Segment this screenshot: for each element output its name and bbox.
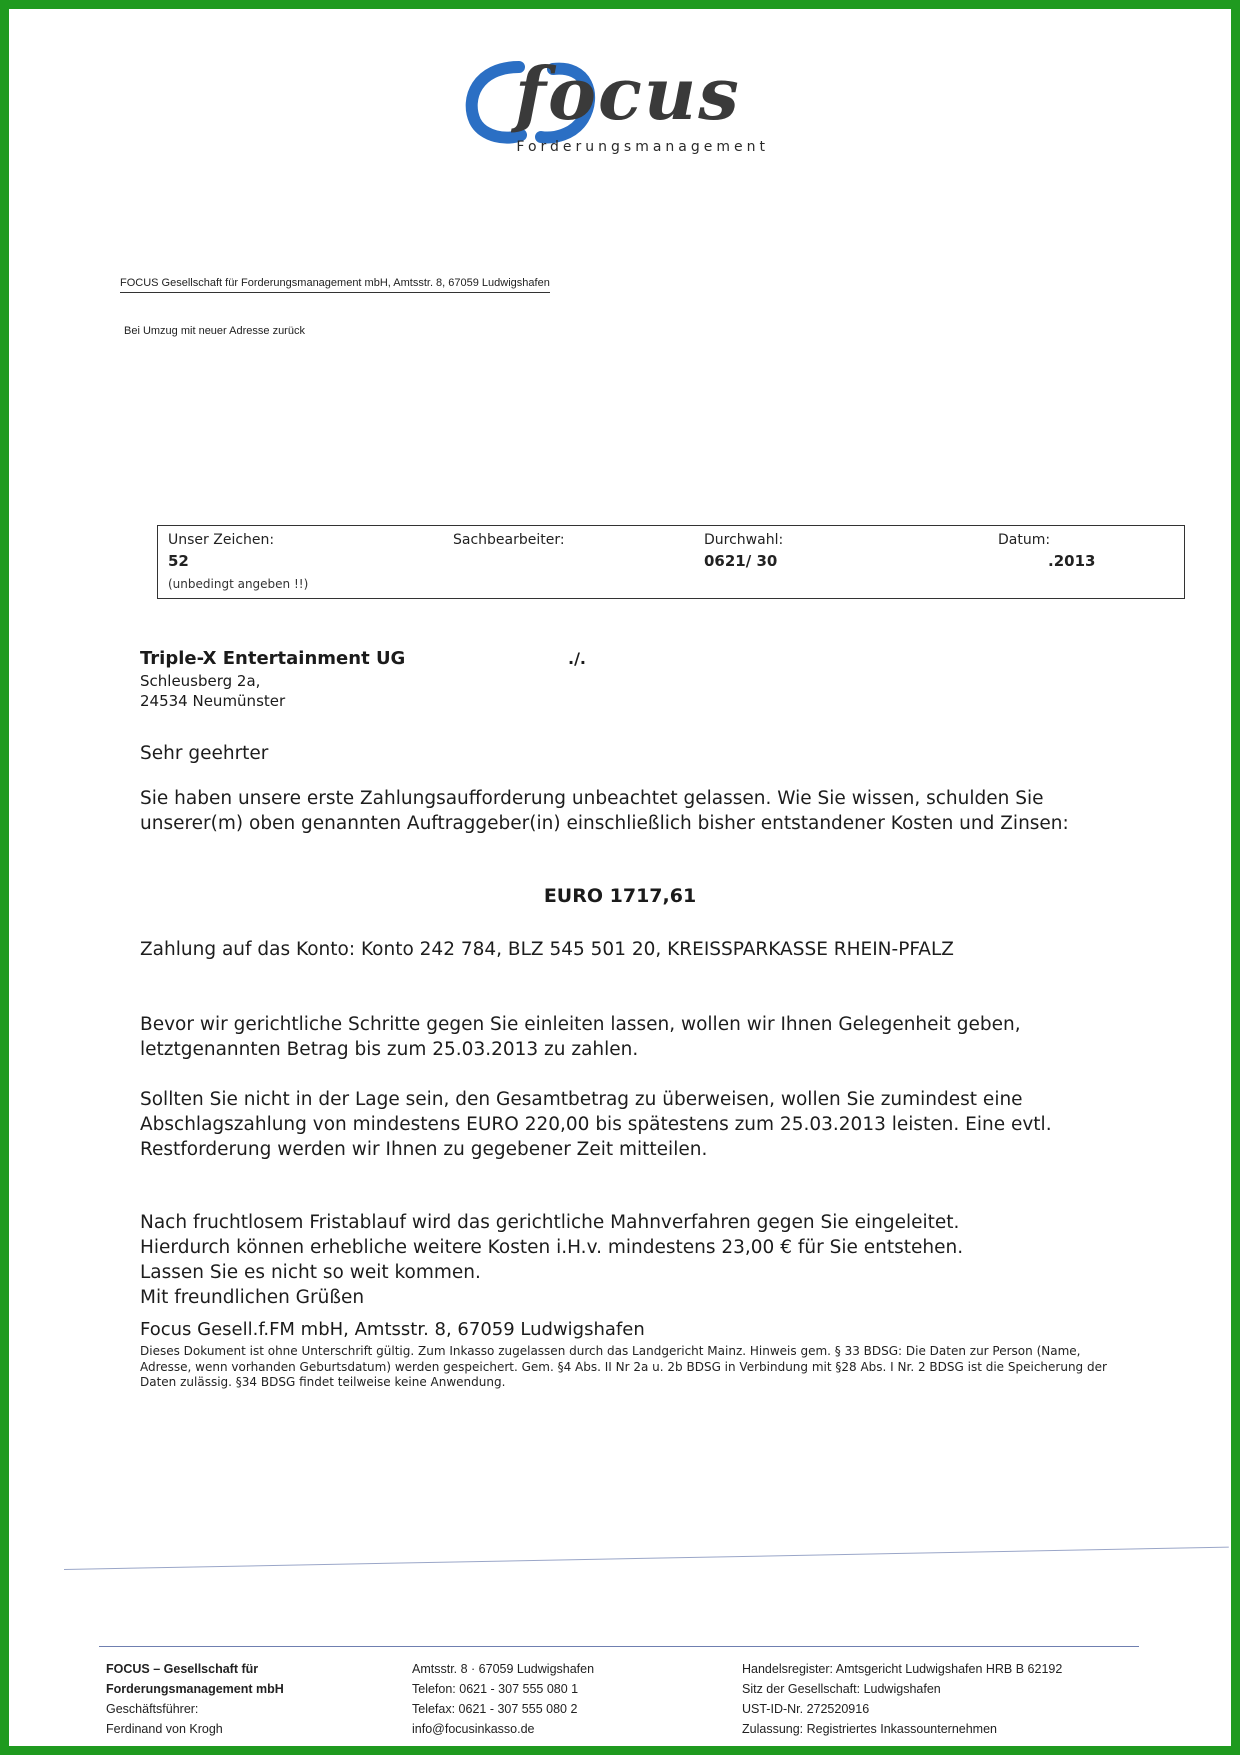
paragraph-5 [140, 1210, 1140, 1310]
amount-due: EURO 1717,61 [543, 885, 697, 907]
faint-line [64, 1547, 1229, 1570]
ref-unser-zeichen [168, 532, 274, 570]
footer-divider [99, 1646, 1139, 1647]
footer-line: FOCUS – Gesellschaft für [106, 1662, 259, 1676]
paragraph-4: Sollten Sie nicht in der Lage sein, den Gesamtbetrag zu überweisen, wollen Sie zumindest eine Abschlagszahlung von mindestens EURO 220,00 bis spätestens zum 25.03.2013 leisten. Eine evtl. Restforderung werden wir Ihnen zu gegebener Zeit mitteilen. [140, 1089, 1052, 1160]
footer-line: Geschäftsführer: [106, 1702, 199, 1716]
ref-datum [998, 532, 1095, 570]
footer-col-contact [412, 1659, 594, 1739]
letter-page [9, 9, 1231, 1746]
footer-line: Telefon: 0621 - 307 555 080 1 [412, 1682, 579, 1696]
ref-label: Sachbearbeiter: [453, 532, 565, 548]
ref-label: Datum: [998, 532, 1051, 548]
ref-label: Unser Zeichen: [168, 532, 275, 548]
footer-line: Forderungsmanagement mbH [106, 1682, 284, 1696]
paragraph-3: Bevor wir gerichtliche Schritte gegen Sie einleiten lassen, wollen wir Ihnen Gelegenheit geben, letztgenannten Betrag bis zum 25.03.2013 zu zahlen. [140, 1014, 1021, 1060]
footer-line: Handelsregister: Amtsgericht Ludwigshafen HRB B 62192 [742, 1662, 1063, 1676]
footer-line: Telefax: 0621 - 307 555 080 2 [412, 1702, 578, 1716]
logo-subtitle: Forderungsmanagement [516, 139, 769, 155]
ref-value: .2013 [1048, 552, 1096, 570]
recipient-mark: ./. [568, 649, 586, 668]
ref-value: 0621/ 30 [704, 552, 778, 570]
recipient-name: Triple-X Entertainment UG [140, 648, 406, 669]
recipient-address [140, 649, 405, 711]
ref-note: (unbedingt angeben !!) [168, 577, 309, 591]
footer-line: Ferdinand von Krogh [106, 1722, 223, 1736]
footer-line: Amtsstr. 8 · 67059 Ludwigshafen [412, 1662, 595, 1676]
footer-line: Sitz der Gesellschaft: Ludwigshafen [742, 1682, 941, 1696]
ref-label: Durchwahl: [704, 532, 784, 548]
recipient-city: 24534 Neumünster [140, 692, 286, 710]
ref-durchwahl [704, 532, 783, 570]
paragraph-1: Sie haben unsere erste Zahlungsaufforderung unbeachtet gelassen. Wie Sie wissen, schulden Sie unserer(m) oben genannten Auftraggeber(in) einschließlich bisher entstandener Kosten und Zinsen: [140, 788, 1069, 834]
footer-email[interactable]: info@focusinkasso.de [412, 1722, 535, 1736]
footer-col-company [106, 1659, 284, 1739]
sender-address-line: FOCUS Gesellschaft für Forderungsmanagement mbH, Amtsstr. 8, 67059 Ludwigshafen [120, 277, 550, 293]
salutation: Sehr geehrter [140, 743, 269, 764]
logo-wordmark [515, 51, 741, 136]
focus-logo [457, 39, 777, 169]
paragraph-5-line: Lassen Sie es nicht so weit kommen. [140, 1262, 481, 1283]
logo-initial: f [515, 51, 548, 136]
ref-value: 52 [168, 552, 189, 570]
reference-box [157, 525, 1185, 599]
paragraph-2: Zahlung auf das Konto: Konto 242 784, BLZ 545 501 20, KREISSPARKASSE RHEIN-PFALZ [140, 939, 954, 960]
paragraph-5-line: Nach fruchtlosem Fristablauf wird das gerichtliche Mahnverfahren gegen Sie eingeleitet. [140, 1212, 960, 1233]
company-signature: Focus Gesell.f.FM mbH, Amtsstr. 8, 67059 Ludwigshafen [140, 1319, 645, 1340]
legal-note: Dieses Dokument ist ohne Unterschrift gültig. Zum Inkasso zugelassen durch das Landgericht Mainz. Hinweis gem. § 33 BDSG: Die Daten zur Person (Name, Adresse, wenn vorhanden Geburtsdatum) werden gespeichert. Gem. §4 Abs. II Nr 2a u. 2b BDSG in Verbindung mit §28 Abs. I Nr. 2 BDSG ist die Speicherung der Daten zulässig. §34 BDSG findet teilweise keine Anwendung. [140, 1344, 1107, 1389]
footer-line: Zulassung: Registriertes Inkassounternehmen [742, 1722, 997, 1736]
ref-sachbearbeiter [453, 532, 565, 548]
closing: Mit freundlichen Grüßen [140, 1287, 365, 1308]
return-note: Bei Umzug mit neuer Adresse zurück [124, 325, 305, 337]
footer-col-register [742, 1659, 1062, 1739]
paragraph-5-line: Hierdurch können erhebliche weitere Kosten i.H.v. mindestens 23,00 € für Sie entstehen. [140, 1237, 964, 1258]
recipient-street: Schleusberg 2a, [140, 672, 261, 690]
footer-line: UST-ID-Nr. 272520916 [742, 1702, 870, 1716]
logo-word-rest: ocus [547, 51, 741, 136]
